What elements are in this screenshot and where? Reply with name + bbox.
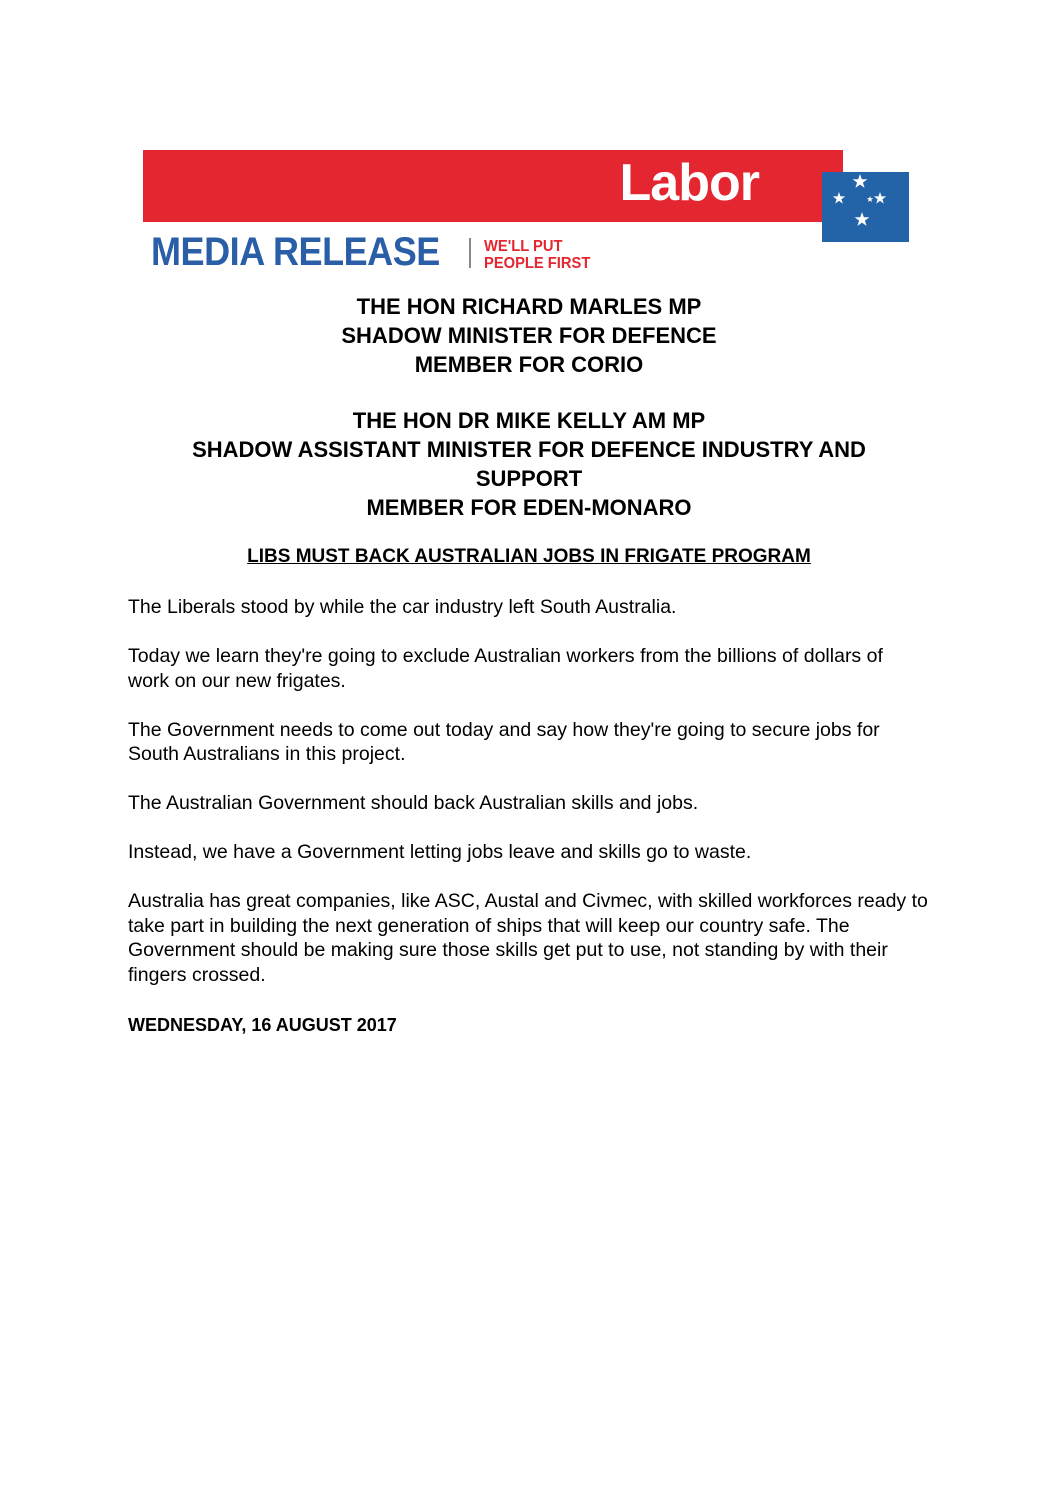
stars-graphic (822, 172, 909, 242)
release-body (128, 595, 928, 1012)
banner-divider (469, 238, 471, 268)
body-paragraph: The Government needs to come out today and say how they're going to secure jobs for South Australians in this project. (128, 718, 880, 765)
star-icon (874, 192, 886, 204)
tagline-line-2: PEOPLE FIRST (484, 255, 591, 272)
banner-red-bar (143, 150, 843, 222)
minister2-heading (120, 406, 938, 522)
star-icon (853, 174, 868, 188)
labor-logo-text: Labor (619, 154, 759, 212)
body-paragraph: The Australian Government should back Australian skills and jobs. (128, 792, 699, 814)
body-paragraph: The Liberals stood by while the car industry left South Australia. (128, 596, 677, 618)
minister2-seat: MEMBER FOR EDEN-MONARO (366, 495, 692, 520)
body-paragraph: Australia has great companies, like ASC, Austal and Civmec, with skilled workforces ready to take part in building the next generation of ships that will keep our country safe. The Government should be making sure those skills get put to use, not standing by with their fingers crossed. (128, 890, 928, 986)
body-paragraph: Instead, we have a Government letting jobs leave and skills go to waste. (128, 841, 752, 863)
star-icon (855, 212, 870, 226)
media-release-banner (143, 150, 909, 275)
minister1-seat: MEMBER FOR CORIO (414, 352, 644, 377)
tagline (484, 238, 590, 272)
star-icon (867, 196, 873, 202)
body-paragraph: Today we learn they're going to exclude Australian workers from the billions of dollars of work on our new frigates. (128, 645, 883, 692)
minister1-name: THE HON RICHARD MARLES MP (356, 294, 702, 319)
minister1-role: SHADOW MINISTER FOR DEFENCE (341, 323, 717, 348)
media-release-heading: MEDIA RELEASE (151, 230, 440, 274)
minister1-heading (120, 292, 938, 379)
southern-cross-stars-icon (822, 172, 909, 242)
release-title: LIBS MUST BACK AUSTRALIAN JOBS IN FRIGATE PROGRAM (247, 546, 811, 567)
tagline-line-1: WE'LL PUT (484, 238, 563, 255)
minister2-role-line-1: SHADOW ASSISTANT MINISTER FOR DEFENCE INDUSTRY AND (192, 437, 866, 462)
star-icon (833, 192, 845, 204)
minister2-name: THE HON DR MIKE KELLY AM MP (352, 408, 706, 433)
minister2-role-line-2: SUPPORT (475, 466, 583, 491)
release-date: WEDNESDAY, 16 AUGUST 2017 (128, 1015, 397, 1035)
